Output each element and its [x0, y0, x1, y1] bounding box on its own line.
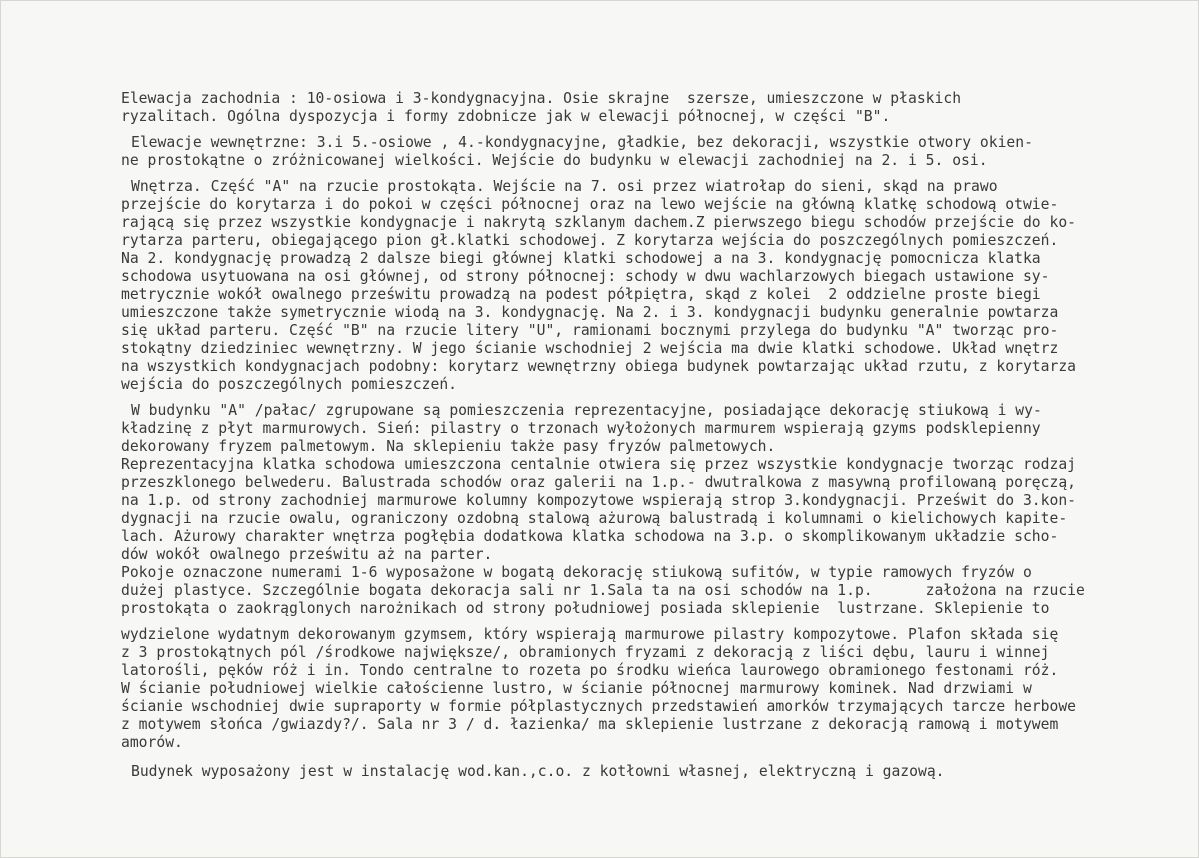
text-line: z motywem słońca /gwiazdy?/. Sala nr 3 / d. łazienka/ ma sklepienie lustrzane z dekoracją ramową i motywem	[121, 716, 1059, 733]
text-line: Pokoje oznaczone numerami 1-6 wyposażone w bogatą dekorację stiukową sufitów, w typie ramowych fryzów o	[121, 564, 1032, 581]
text-line: Elewacja zachodnia : 10-osiowa i 3-kondygnacyjna. Osie skrajne szersze, umieszczone w płaskich	[121, 90, 962, 107]
text-line: dekorowany fryzem palmetowym. Na sklepieniu także pasy fryzów palmetowych.	[121, 438, 776, 455]
text-line: ścianie wschodniej dwie supraporty w formie półplastycznych przedstawień amorków trzymających tarcze herbowe	[121, 698, 1077, 715]
text-line: prostokąta o zaokrąglonych narożnikach od strony południowej posiada sklepienie lustrzane. Sklepienie to	[121, 600, 1050, 617]
text-line: umieszczone także symetrycznie wiodą na 3. kondygnację. Na 2. i 3. kondygnacji budynku generalnie powtarza	[121, 304, 1059, 321]
text-line: ryzalitach. Ogólna dyspozycja i formy zdobnicze jak w elewacji północnej, w części "B".	[121, 108, 891, 125]
text-line: Elewacje wewnętrzne: 3.i 5.-osiowe , 4.-kondygnacyjne, gładkie, bez dekoracji, wszystkie otwory okien-	[131, 134, 1033, 151]
text-line: ne prostokątne o zróżnicowanej wielkości. Wejście do budynku w elewacji zachodniej na 2. i 5. osi.	[121, 152, 988, 169]
text-line: metrycznie wokół owalnego prześwitu prowadzą na podest półpiętra, skąd z kolei 2 oddzielne proste biegi	[121, 286, 1041, 303]
text-line: dużej plastyce. Szczególnie bogata dekoracja sali nr 1.Sala ta na osi schodów na 1.p. założona na rzucie	[121, 582, 1085, 599]
text-line: amorów.	[121, 734, 183, 751]
text-line: z 3 prostokątnych pól /środkowe największe/, obramionych fryzami z dekoracją z liści dębu, lauru i winnej	[121, 644, 1050, 661]
text-line: kładzinę z płyt marmurowych. Sień: pilastry o trzonach wyłożonych marmurem wspierają gzyms podsklepienny	[121, 420, 1041, 437]
text-line: Budynek wyposażony jest w instalację wod.kan.,c.o. z kotłowni własnej, elektryczną i gazową.	[131, 763, 945, 780]
text-line: się układ parteru. Część "B" na rzucie litery "U", ramionami bocznymi przylega do budynku "A" tworząc pro-	[121, 322, 1059, 339]
text-line: przeszklonego belwederu. Balustrada schodów oraz galerii na 1.p.- dwutralkowa z masywną profilowaną poręczą,	[121, 474, 1077, 491]
text-line: Na 2. kondygnację prowadzą 2 dalsze biegi głównej klatki schodowej a na 3. kondygnację pomocnicza klatka	[121, 250, 1041, 267]
text-line: na wszystkich kondygnacjach podobny: korytarz wewnętrzny obiega budynek powtarzając układ rzutu, z korytarza	[121, 358, 1077, 375]
text-line: latorośli, pęków róż i in. Tondo centralne to rozeta po środku wieńca laurowego obramionego festonami róż.	[121, 662, 1059, 679]
text-line: W ścianie południowej wielkie całościenne lustro, w ścianie północnej marmurowy kominek. Nad drzwiami w	[121, 680, 1032, 697]
text-line: lach. Ażurowy charakter wnętrza pogłębia dodatkowa klatka schodowa na 3.p. o skomplikowanym układzie scho-	[121, 528, 1059, 545]
text-line: W budynku "A" /pałac/ zgrupowane są pomieszczenia reprezentacyjne, posiadające dekorację stiukową i wy-	[131, 402, 1042, 419]
text-line: dów wokół owalnego prześwitu aż na parter.	[121, 546, 493, 563]
text-line: wejścia do poszczególnych pomieszczeń.	[121, 376, 458, 393]
text-line: rającą się przez wszystkie kondygnacje i nakrytą szklanym dachem.Z pierwszego biegu schodów przejście do ko-	[121, 214, 1077, 231]
text-line: na 1.p. od strony zachodniej marmurowe kolumny kompozytowe wspierają strop 3.kondygnacji. Prześwit do 3.kon-	[121, 492, 1077, 509]
text-line: wydzielone wydatnym dekorowanym gzymsem, który wspierają marmurowe pilastry kompozytowe. Plafon składa się	[121, 626, 1059, 643]
text-line: stokątny dziedziniec wewnętrzny. W jego ścianie wschodniej 2 wejścia ma dwie klatki schodowe. Układ wnętrz	[121, 340, 1059, 357]
text-line: przejście do korytarza i do pokoi w części północnej oraz na lewo wejście na główną klatkę schodową otwie-	[121, 196, 1059, 213]
text-line: Reprezentacyjna klatka schodowa umieszczona centalnie otwiera się przez wszystkie kondygnacje tworząc rodzaj	[121, 456, 1077, 473]
text-line: Wnętrza. Część "A" na rzucie prostokąta. Wejście na 7. osi przez wiatrołap do sieni, skąd na prawo	[131, 178, 998, 195]
text-line: schodowa usytuowana na osi głównej, od strony północnej: schody w dwu wachlarzowych biegach ustawione sy-	[121, 268, 1050, 285]
text-line: dygnacji na rzucie owalu, ograniczony ozdobną stalową ażurową balustradą i kolumnami o kielichowych kapite-	[121, 510, 1068, 527]
text-line: rytarza parteru, obiegającego pion gł.klatki schodowej. Z korytarza wejścia do poszczególnych pomieszczeń.	[121, 232, 1059, 249]
